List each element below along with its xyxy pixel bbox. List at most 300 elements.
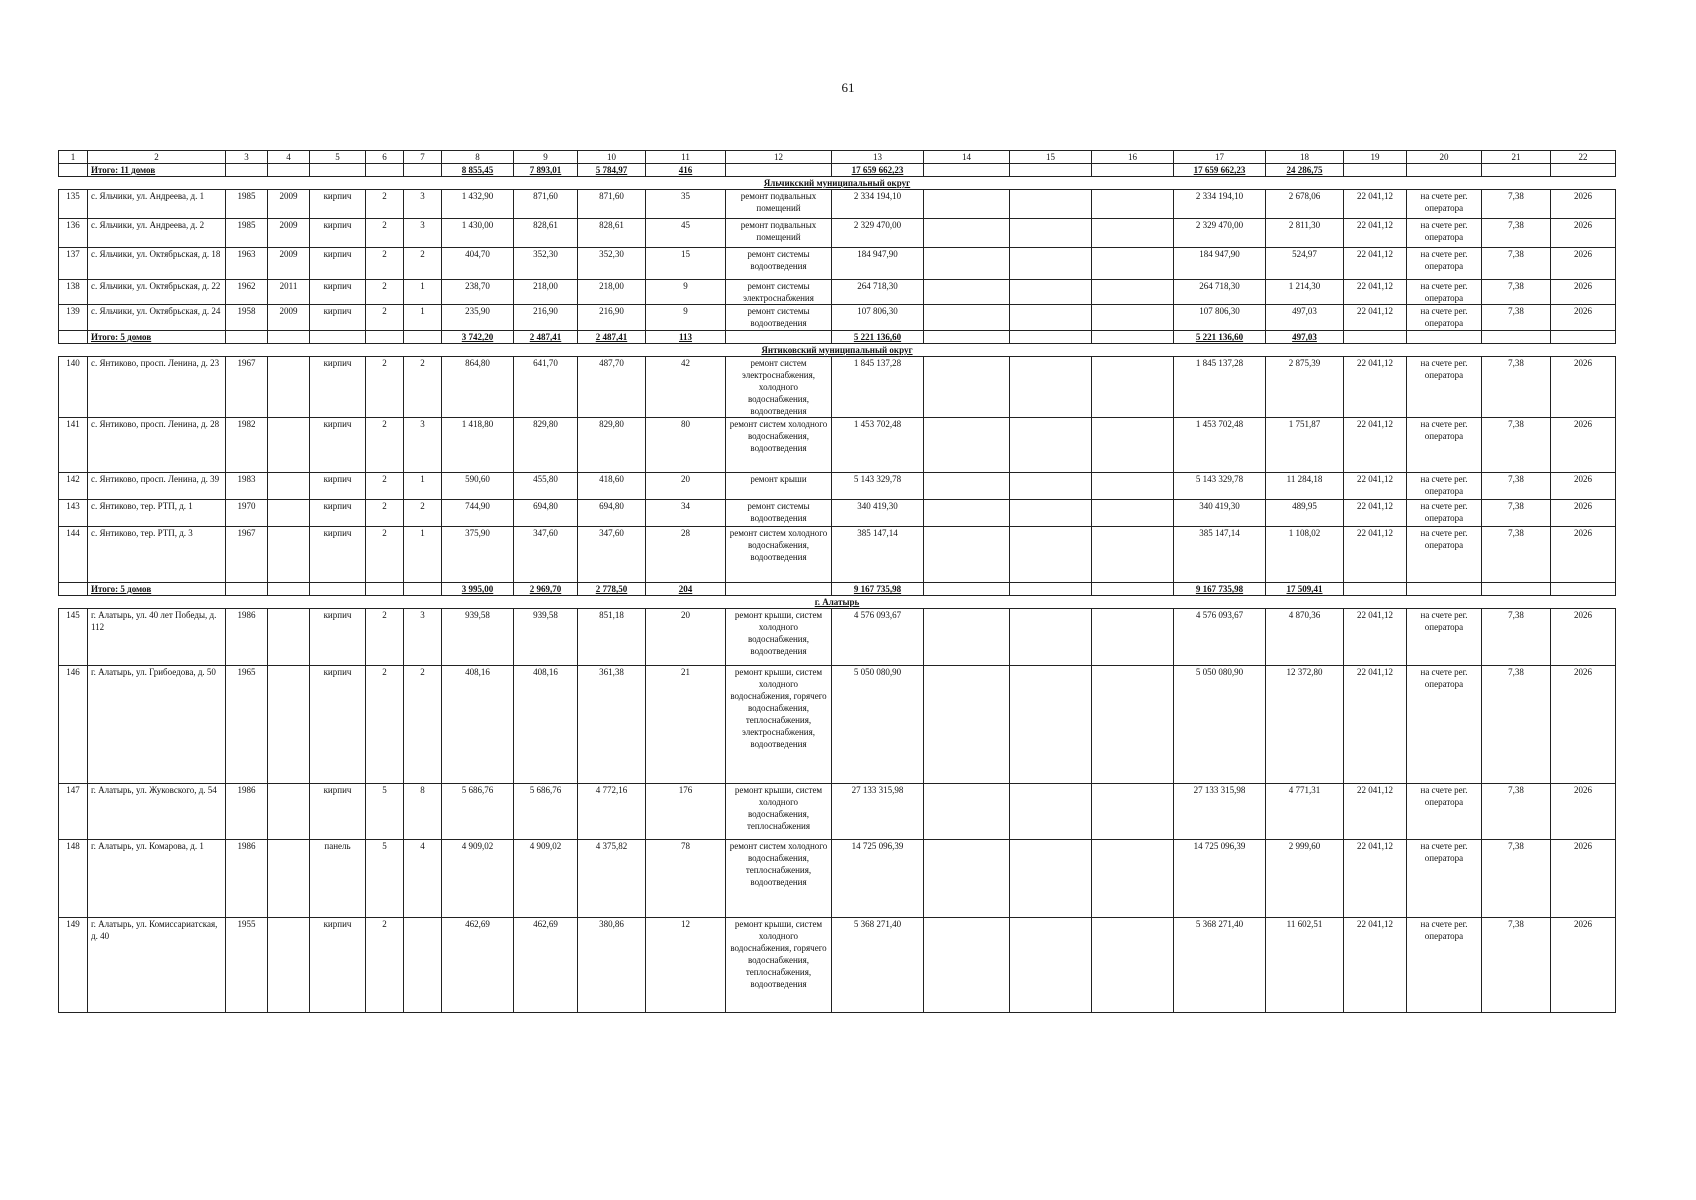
work-type: ремонт крыши, систем холодного водоснабжения, горячего водоснабжения, теплоснабжения, водоотведения — [726, 918, 832, 1013]
living-area: 218,00 — [514, 280, 578, 305]
floors: 2 — [366, 918, 404, 1013]
empty-cell — [226, 583, 268, 596]
work-type: ремонт подвальных помещений — [726, 190, 832, 219]
row-number: 140 — [59, 357, 88, 418]
living-area: 462,69 — [514, 918, 578, 1013]
section-title: Янтиковский муниципальный округ — [59, 344, 1616, 357]
max-unit-cost: 22 041,12 — [1344, 666, 1407, 784]
total-area: 3 995,00 — [442, 583, 514, 596]
living-area: 641,70 — [514, 357, 578, 418]
row-number: 137 — [59, 248, 88, 280]
residents: 9 — [646, 280, 726, 305]
fund-cost: 107 806,30 — [1174, 305, 1266, 331]
empty-cell — [1344, 164, 1407, 177]
cost: 340 419,30 — [832, 500, 924, 527]
wall-material: кирпич — [310, 918, 366, 1013]
empty-cell — [310, 583, 366, 596]
year-renovated: 2009 — [268, 305, 310, 331]
empty-cell — [1092, 357, 1174, 418]
cost: 5 368 271,40 — [832, 918, 924, 1013]
wall-material: кирпич — [310, 248, 366, 280]
cost: 2 329 470,00 — [832, 219, 924, 248]
floors: 2 — [366, 500, 404, 527]
residents: 15 — [646, 248, 726, 280]
empty-cell — [1092, 473, 1174, 500]
total-residents: 113 — [646, 331, 726, 344]
work-type: ремонт систем холодного водоснабжения, теплоснабжения, водоотведения — [726, 840, 832, 918]
wall-material: кирпич — [310, 784, 366, 840]
empty-cell — [924, 500, 1010, 527]
residential-area: 828,61 — [578, 219, 646, 248]
year-built: 1983 — [226, 473, 268, 500]
column-header: 4 — [268, 151, 310, 164]
year-built: 1958 — [226, 305, 268, 331]
residents: 176 — [646, 784, 726, 840]
table-row — [59, 190, 1616, 219]
empty-cell — [1551, 331, 1616, 344]
empty-cell — [924, 418, 1010, 473]
floors: 2 — [366, 190, 404, 219]
residential-area: 216,90 — [578, 305, 646, 331]
empty-cell — [1092, 609, 1174, 666]
max-unit-cost: 22 041,12 — [1344, 500, 1407, 527]
empty-cell — [1010, 280, 1092, 305]
empty-cell — [59, 164, 88, 177]
empty-cell — [1010, 666, 1092, 784]
wall-material: кирпич — [310, 190, 366, 219]
unit-cost: 489,95 — [1266, 500, 1344, 527]
table-row — [59, 219, 1616, 248]
max-unit-cost: 22 041,12 — [1344, 784, 1407, 840]
table-row — [59, 666, 1616, 784]
total-area: 238,70 — [442, 280, 514, 305]
total-cost: 17 659 662,23 — [832, 164, 924, 177]
fund-cost: 2 329 470,00 — [1174, 219, 1266, 248]
empty-cell — [1092, 918, 1174, 1013]
entrances: 3 — [404, 609, 442, 666]
column-header: 19 — [1344, 151, 1407, 164]
year-built: 1985 — [226, 219, 268, 248]
year-built: 1965 — [226, 666, 268, 784]
unit-cost: 1 108,02 — [1266, 527, 1344, 583]
fund-cost: 184 947,90 — [1174, 248, 1266, 280]
planned-year: 2026 — [1551, 357, 1616, 418]
entrances: 1 — [404, 280, 442, 305]
entrances: 3 — [404, 418, 442, 473]
year-built: 1986 — [226, 609, 268, 666]
fund-method: на счете рег. оператора — [1407, 840, 1482, 918]
address: с. Янтиково, просп. Ленина, д. 23 — [88, 357, 226, 418]
empty-cell — [924, 190, 1010, 219]
total-cost: 9 167 735,98 — [832, 583, 924, 596]
fund-method: на счете рег. оператора — [1407, 527, 1482, 583]
residential-area: 361,38 — [578, 666, 646, 784]
max-unit-cost: 22 041,12 — [1344, 840, 1407, 918]
total-area: 1 430,00 — [442, 219, 514, 248]
wall-material: кирпич — [310, 473, 366, 500]
year-built: 1967 — [226, 357, 268, 418]
empty-cell — [924, 219, 1010, 248]
table-row — [59, 248, 1616, 280]
fund-method: на счете рег. оператора — [1407, 609, 1482, 666]
empty-cell — [268, 164, 310, 177]
year-renovated — [268, 473, 310, 500]
residents: 21 — [646, 666, 726, 784]
unit-cost: 11 284,18 — [1266, 473, 1344, 500]
entrances: 4 — [404, 840, 442, 918]
empty-cell — [226, 331, 268, 344]
residential-area: 829,80 — [578, 418, 646, 473]
total-label: Итого: 5 домов — [88, 331, 226, 344]
empty-cell — [366, 164, 404, 177]
empty-cell — [1482, 331, 1551, 344]
unit-cost: 524,97 — [1266, 248, 1344, 280]
residents: 80 — [646, 418, 726, 473]
wall-material: кирпич — [310, 418, 366, 473]
residents: 78 — [646, 840, 726, 918]
year-built: 1970 — [226, 500, 268, 527]
floors: 2 — [366, 527, 404, 583]
year-built: 1986 — [226, 840, 268, 918]
column-header: 17 — [1174, 151, 1266, 164]
empty-cell — [268, 331, 310, 344]
address: г. Алатырь, ул. Жуковского, д. 54 — [88, 784, 226, 840]
column-header: 6 — [366, 151, 404, 164]
empty-cell — [1010, 473, 1092, 500]
fund-cost: 2 334 194,10 — [1174, 190, 1266, 219]
fund-method: на счете рег. оператора — [1407, 305, 1482, 331]
total-unit-cost: 497,03 — [1266, 331, 1344, 344]
address: с. Яльчики, ул. Андреева, д. 2 — [88, 219, 226, 248]
entrances: 8 — [404, 784, 442, 840]
max-unit-cost: 22 041,12 — [1344, 609, 1407, 666]
fund-cost: 1 453 702,48 — [1174, 418, 1266, 473]
empty-cell — [1092, 331, 1174, 344]
cost: 14 725 096,39 — [832, 840, 924, 918]
work-type: ремонт системы электроснабжения — [726, 280, 832, 305]
empty-cell — [1010, 527, 1092, 583]
cost: 4 576 093,67 — [832, 609, 924, 666]
table-row — [59, 418, 1616, 473]
column-header: 9 — [514, 151, 578, 164]
empty-cell — [366, 583, 404, 596]
fund-method: на счете рег. оператора — [1407, 500, 1482, 527]
column-header: 18 — [1266, 151, 1344, 164]
row-number: 144 — [59, 527, 88, 583]
year-renovated — [268, 500, 310, 527]
total-area: 408,16 — [442, 666, 514, 784]
address: с. Янтиково, тер. РТП, д. 3 — [88, 527, 226, 583]
empty-cell — [404, 583, 442, 596]
section-title: Яльчикский муниципальный округ — [59, 177, 1616, 190]
empty-cell — [1092, 190, 1174, 219]
table-row — [59, 609, 1616, 666]
total-living-area: 2 487,41 — [514, 331, 578, 344]
empty-cell — [1010, 918, 1092, 1013]
section-title-row — [59, 344, 1616, 357]
fund-cost: 1 845 137,28 — [1174, 357, 1266, 418]
section-title-row — [59, 596, 1616, 609]
living-area: 4 909,02 — [514, 840, 578, 918]
fund-cost: 264 718,30 — [1174, 280, 1266, 305]
year-built: 1967 — [226, 527, 268, 583]
address: с. Янтиково, просп. Ленина, д. 39 — [88, 473, 226, 500]
row-number: 147 — [59, 784, 88, 840]
wall-material: кирпич — [310, 609, 366, 666]
column-header: 12 — [726, 151, 832, 164]
year-built: 1955 — [226, 918, 268, 1013]
residential-area: 347,60 — [578, 527, 646, 583]
empty-cell — [1010, 583, 1092, 596]
row-number: 138 — [59, 280, 88, 305]
unit-cost: 2 999,60 — [1266, 840, 1344, 918]
fund-cost: 14 725 096,39 — [1174, 840, 1266, 918]
total-unit-cost: 17 509,41 — [1266, 583, 1344, 596]
living-area: 408,16 — [514, 666, 578, 784]
residential-area: 4 772,16 — [578, 784, 646, 840]
total-area: 1 418,80 — [442, 418, 514, 473]
entrances: 3 — [404, 190, 442, 219]
contribution-rate: 7,38 — [1482, 666, 1551, 784]
empty-cell — [404, 164, 442, 177]
fund-cost: 5 050 080,90 — [1174, 666, 1266, 784]
planned-year: 2026 — [1551, 527, 1616, 583]
residents: 9 — [646, 305, 726, 331]
empty-cell — [924, 305, 1010, 331]
year-built: 1985 — [226, 190, 268, 219]
wall-material: панель — [310, 840, 366, 918]
column-header: 1 — [59, 151, 88, 164]
total-row — [59, 583, 1616, 596]
total-area: 404,70 — [442, 248, 514, 280]
empty-cell — [1010, 418, 1092, 473]
unit-cost: 4 870,36 — [1266, 609, 1344, 666]
empty-cell — [1407, 331, 1482, 344]
living-area: 216,90 — [514, 305, 578, 331]
fund-cost: 4 576 093,67 — [1174, 609, 1266, 666]
row-number: 139 — [59, 305, 88, 331]
empty-cell — [1010, 164, 1092, 177]
planned-year: 2026 — [1551, 500, 1616, 527]
repair-program-table — [58, 150, 1616, 1013]
empty-cell — [924, 357, 1010, 418]
total-label: Итого: 5 домов — [88, 583, 226, 596]
empty-cell — [924, 583, 1010, 596]
fund-method: на счете рег. оператора — [1407, 357, 1482, 418]
total-residents: 204 — [646, 583, 726, 596]
cost: 1 453 702,48 — [832, 418, 924, 473]
fund-method: на счете рег. оператора — [1407, 666, 1482, 784]
contribution-rate: 7,38 — [1482, 784, 1551, 840]
residential-area: 4 375,82 — [578, 840, 646, 918]
empty-cell — [268, 583, 310, 596]
planned-year: 2026 — [1551, 280, 1616, 305]
address: с. Яльчики, ул. Октябрьская, д. 24 — [88, 305, 226, 331]
planned-year: 2026 — [1551, 418, 1616, 473]
address: г. Алатырь, ул. Комарова, д. 1 — [88, 840, 226, 918]
max-unit-cost: 22 041,12 — [1344, 190, 1407, 219]
empty-cell — [1010, 305, 1092, 331]
residential-area: 694,80 — [578, 500, 646, 527]
unit-cost: 4 771,31 — [1266, 784, 1344, 840]
total-area: 235,90 — [442, 305, 514, 331]
entrances: 2 — [404, 357, 442, 418]
empty-cell — [924, 784, 1010, 840]
total-label: Итого: 11 домов — [88, 164, 226, 177]
work-type: ремонт крыши, систем холодного водоснабжения, водоотведения — [726, 609, 832, 666]
address: с. Яльчики, ул. Андреева, д. 1 — [88, 190, 226, 219]
entrances: 2 — [404, 666, 442, 784]
column-header: 11 — [646, 151, 726, 164]
column-header: 13 — [832, 151, 924, 164]
table-row — [59, 280, 1616, 305]
max-unit-cost: 22 041,12 — [1344, 918, 1407, 1013]
cost: 1 845 137,28 — [832, 357, 924, 418]
max-unit-cost: 22 041,12 — [1344, 357, 1407, 418]
year-renovated — [268, 918, 310, 1013]
empty-cell — [726, 164, 832, 177]
column-header: 8 — [442, 151, 514, 164]
empty-cell — [1092, 305, 1174, 331]
row-number: 142 — [59, 473, 88, 500]
fund-cost: 340 419,30 — [1174, 500, 1266, 527]
total-area: 5 686,76 — [442, 784, 514, 840]
living-area: 352,30 — [514, 248, 578, 280]
empty-cell — [1092, 840, 1174, 918]
residential-area: 418,60 — [578, 473, 646, 500]
column-header: 2 — [88, 151, 226, 164]
wall-material: кирпич — [310, 500, 366, 527]
max-unit-cost: 22 041,12 — [1344, 418, 1407, 473]
column-header: 14 — [924, 151, 1010, 164]
section-title-row — [59, 177, 1616, 190]
empty-cell — [1407, 583, 1482, 596]
contribution-rate: 7,38 — [1482, 357, 1551, 418]
residents: 20 — [646, 473, 726, 500]
entrances — [404, 918, 442, 1013]
contribution-rate: 7,38 — [1482, 305, 1551, 331]
contribution-rate: 7,38 — [1482, 473, 1551, 500]
entrances: 1 — [404, 473, 442, 500]
contribution-rate: 7,38 — [1482, 527, 1551, 583]
planned-year: 2026 — [1551, 918, 1616, 1013]
total-fund-cost: 5 221 136,60 — [1174, 331, 1266, 344]
total-area: 8 855,45 — [442, 164, 514, 177]
empty-cell — [924, 473, 1010, 500]
address: с. Яльчики, ул. Октябрьская, д. 18 — [88, 248, 226, 280]
planned-year: 2026 — [1551, 784, 1616, 840]
total-fund-cost: 9 167 735,98 — [1174, 583, 1266, 596]
residents: 12 — [646, 918, 726, 1013]
fund-method: на счете рег. оператора — [1407, 784, 1482, 840]
unit-cost: 11 602,51 — [1266, 918, 1344, 1013]
wall-material: кирпич — [310, 357, 366, 418]
column-header: 3 — [226, 151, 268, 164]
table-row — [59, 357, 1616, 418]
wall-material: кирпич — [310, 219, 366, 248]
total-area: 4 909,02 — [442, 840, 514, 918]
year-renovated — [268, 840, 310, 918]
year-renovated — [268, 666, 310, 784]
work-type: ремонт крыши, систем холодного водоснабжения, горячего водоснабжения, теплоснабжения, электроснабжения, водоотведения — [726, 666, 832, 784]
empty-cell — [924, 331, 1010, 344]
max-unit-cost: 22 041,12 — [1344, 248, 1407, 280]
max-unit-cost: 22 041,12 — [1344, 280, 1407, 305]
floors: 2 — [366, 219, 404, 248]
table-row — [59, 527, 1616, 583]
total-unit-cost: 24 286,75 — [1266, 164, 1344, 177]
cost: 5 050 080,90 — [832, 666, 924, 784]
year-built: 1963 — [226, 248, 268, 280]
wall-material: кирпич — [310, 527, 366, 583]
unit-cost: 497,03 — [1266, 305, 1344, 331]
unit-cost: 2 811,30 — [1266, 219, 1344, 248]
total-residential-area: 5 784,97 — [578, 164, 646, 177]
year-renovated — [268, 357, 310, 418]
floors: 2 — [366, 473, 404, 500]
fund-method: на счете рег. оператора — [1407, 280, 1482, 305]
living-area: 871,60 — [514, 190, 578, 219]
empty-cell — [1010, 357, 1092, 418]
fund-cost: 5 143 329,78 — [1174, 473, 1266, 500]
section-title: г. Алатырь — [59, 596, 1616, 609]
floors: 2 — [366, 418, 404, 473]
empty-cell — [924, 666, 1010, 784]
unit-cost: 1 214,30 — [1266, 280, 1344, 305]
contribution-rate: 7,38 — [1482, 418, 1551, 473]
empty-cell — [1092, 500, 1174, 527]
work-type: ремонт подвальных помещений — [726, 219, 832, 248]
row-number: 141 — [59, 418, 88, 473]
floors: 2 — [366, 280, 404, 305]
contribution-rate: 7,38 — [1482, 609, 1551, 666]
empty-cell — [924, 164, 1010, 177]
living-area: 828,61 — [514, 219, 578, 248]
address: г. Алатырь, ул. 40 лет Победы, д. 112 — [88, 609, 226, 666]
total-area: 590,60 — [442, 473, 514, 500]
residents: 35 — [646, 190, 726, 219]
total-residential-area: 2 487,41 — [578, 331, 646, 344]
address: г. Алатырь, ул. Комиссариатская, д. 40 — [88, 918, 226, 1013]
column-header: 15 — [1010, 151, 1092, 164]
work-type: ремонт систем холодного водоснабжения, водоотведения — [726, 527, 832, 583]
fund-method: на счете рег. оператора — [1407, 918, 1482, 1013]
column-header: 7 — [404, 151, 442, 164]
empty-cell — [1010, 190, 1092, 219]
residential-area: 851,18 — [578, 609, 646, 666]
empty-cell — [1010, 609, 1092, 666]
row-number: 148 — [59, 840, 88, 918]
empty-cell — [1010, 784, 1092, 840]
total-area: 1 432,90 — [442, 190, 514, 219]
max-unit-cost: 22 041,12 — [1344, 527, 1407, 583]
residents: 42 — [646, 357, 726, 418]
fund-method: на счете рег. оператора — [1407, 418, 1482, 473]
total-fund-cost: 17 659 662,23 — [1174, 164, 1266, 177]
empty-cell — [924, 918, 1010, 1013]
year-renovated: 2009 — [268, 190, 310, 219]
empty-cell — [1482, 583, 1551, 596]
unit-cost: 1 751,87 — [1266, 418, 1344, 473]
total-row — [59, 164, 1616, 177]
entrances: 2 — [404, 248, 442, 280]
total-area: 744,90 — [442, 500, 514, 527]
max-unit-cost: 22 041,12 — [1344, 305, 1407, 331]
address: с. Яльчики, ул. Октябрьская, д. 22 — [88, 280, 226, 305]
planned-year: 2026 — [1551, 305, 1616, 331]
max-unit-cost: 22 041,12 — [1344, 219, 1407, 248]
column-header-row — [59, 151, 1616, 164]
